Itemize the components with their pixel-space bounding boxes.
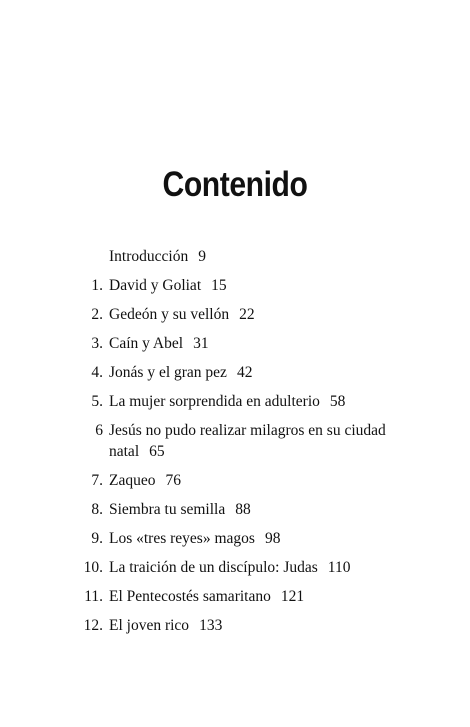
page-number: 98 (264, 530, 281, 547)
chapter-number: 4. (91, 364, 103, 381)
chapter-title: Siembra tu semilla (109, 501, 226, 518)
chapter-number: 3. (91, 335, 103, 352)
toc-entry-12 (0, 615, 470, 636)
page-number: 42 (236, 364, 253, 381)
page-number: 22 (239, 306, 255, 323)
toc-entry-2 (0, 304, 470, 325)
chapter-number: 7. (91, 472, 103, 489)
table-of-contents (0, 246, 470, 644)
chapter-number: 11. (84, 588, 103, 605)
toc-entry-8 (0, 499, 470, 520)
page-number: 58 (329, 393, 346, 410)
chapter-title: Caín y Abel (109, 335, 184, 352)
toc-entry-6 (0, 420, 470, 462)
chapter-number: 8. (91, 501, 103, 518)
toc-entry-1 (0, 275, 470, 296)
chapter-title: Gedeón y su vellón (109, 306, 230, 323)
chapter-title: David y Goliat (109, 277, 202, 294)
chapter-title: El joven rico (109, 617, 190, 634)
chapter-number: 1. (91, 277, 103, 294)
chapter-number: 10. (83, 559, 103, 576)
chapter-title: La mujer sorprendida en adulterio (109, 393, 320, 410)
page-number: 88 (235, 501, 251, 518)
page-number: 110 (327, 559, 351, 576)
toc-entry-intro (0, 246, 470, 267)
toc-entry-9 (0, 528, 470, 549)
chapter-number: 6 (95, 422, 103, 439)
chapter-number: 9. (91, 530, 103, 547)
page-number: 31 (193, 335, 209, 352)
page-number: 121 (280, 588, 305, 605)
toc-entry-11 (0, 586, 470, 607)
chapter-title: El Pentecostés samaritano (109, 588, 271, 605)
chapter-title: Zaqueo (109, 472, 156, 489)
chapter-number: 2. (91, 306, 103, 323)
toc-entry-3 (0, 333, 470, 354)
chapter-number: 5. (91, 393, 103, 410)
toc-entry-7 (0, 470, 470, 491)
page-number: 133 (199, 617, 223, 634)
page-number: 65 (149, 443, 165, 460)
chapter-number (0, 246, 109, 267)
toc-entry-10 (0, 557, 470, 578)
page-title: Contenido (162, 165, 308, 205)
toc-entry-5 (0, 391, 470, 412)
chapter-title: Introducción (109, 248, 189, 265)
chapter-title: La traición de un discípulo: Judas (109, 559, 318, 576)
chapter-title: Jesús no pudo realizar milagros en su ciudad natal (109, 422, 386, 460)
chapter-title: Jonás y el gran pez (109, 364, 227, 381)
chapter-title: Los «tres reyes» magos (109, 530, 255, 547)
page-number: 15 (211, 277, 227, 294)
toc-entry-4 (0, 362, 470, 383)
page-number: 9 (198, 248, 206, 265)
chapter-number: 12. (83, 617, 103, 634)
page-number: 76 (165, 472, 181, 489)
